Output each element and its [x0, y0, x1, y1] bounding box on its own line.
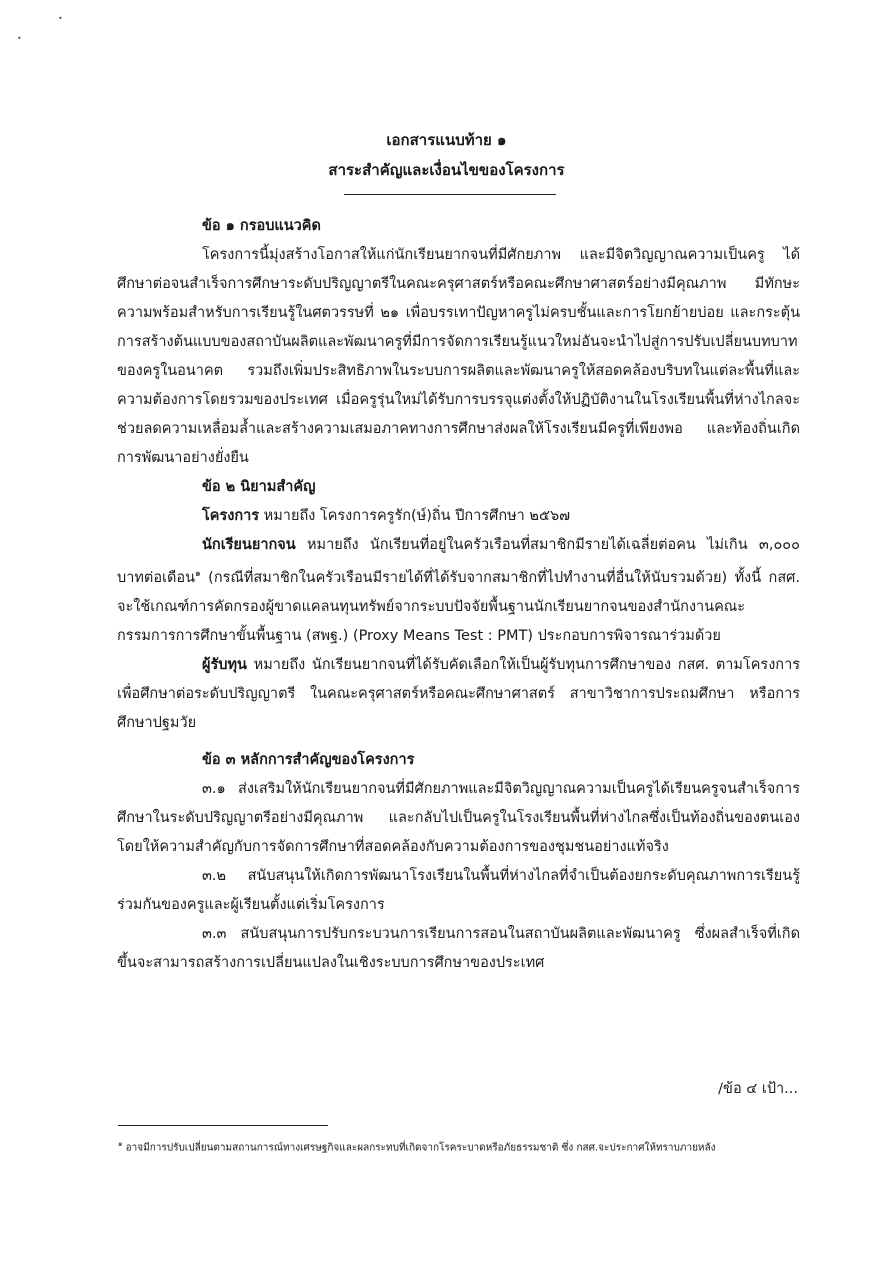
footnote-text: อาจมีการปรับเปลี่ยนตามสถานการณ์ทางเศรษฐกิจและผลกระทบที่เกิดจากโรคระบาดหรือภัยธรรมชาติ ซึ่ง กสศ.จะประกาศให้ทราบภายหลัง: [122, 1142, 716, 1154]
principle-3-2: ๓.๒ สนับสนุนให้เกิดการพัฒนาโรงเรียนในพื้นที่ห่างไกลที่จำเป็นต้องยกระดับคุณภาพการเรียนรู้ร่วมกันของครูและผู้เรียนตั้งแต่เริ่มโครงการ: [117, 867, 800, 913]
section-1-heading: ข้อ ๑ กรอบแนวคิด: [202, 218, 321, 234]
definition-project: [117, 502, 800, 531]
document-body: [117, 212, 800, 978]
scan-speck: •: [58, 14, 63, 23]
term-project: โครงการ: [202, 508, 260, 524]
principle-3-1: ๓.๑ ส่งเสริมให้นักเรียนยากจนที่มีศักยภาพและมีจิตวิญญาณความเป็นครูได้เรียนครูจนสำเร็จการศึกษาในระดับปริญญาตรีอย่างมีคุณภาพ และกลับไปเป็นครูในโรงเรียนพื้นที่ห่างไกลซึ่งเป็นท้องถิ่นของตนเองโดยให้ความสำคัญกับการจัดการศึกษาที่สอดคล้องกับความต้องการของชุมชนอย่างแท้จริง: [117, 780, 800, 855]
term-scholar: ผู้รับทุน: [202, 656, 247, 673]
footnote-divider: [118, 1125, 328, 1126]
principle-3-3: ๓.๓ สนับสนุนการปรับกระบวนการเรียนการสอนในสถาบันผลิตและพัฒนาครู ซึ่งผลสำเร็จที่เกิดขึ้นจะสามารถสร้างการเปลี่ยนแปลงในเชิงระบบการศึกษาของประเทศ: [117, 925, 800, 971]
scan-speck: •: [17, 34, 22, 43]
section-3-heading: ข้อ ๓ หลักการสำคัญของโครงการ: [202, 751, 415, 768]
definition-project-text: หมายถึง โครงการครูรัก(ษ์)ถิ่น ปีการศึกษา ๒๕๖๗: [259, 508, 571, 524]
definition-scholar: [117, 651, 800, 738]
footnote-number: ๑: [118, 1140, 123, 1148]
definition-poor-student: [117, 531, 800, 651]
term-poor-student: นักเรียนยากจน: [202, 537, 296, 553]
definition-poor-student-rest: (กรณีที่สมาชิกในครัวเรือนมีรายได้ที่ได้รับจากสมาชิกที่ไปทำงานที่อื่นให้นับรวมด้วย) ทั้งนี้ กสศ. จะใช้เกณฑ์การคัดกรองผู้ขาดแคลนทุนทรัพย์จากระบบปัจจัยพื้นฐานนักเรียนยากจนของสำนักงานคณะกรรมการการศึกษาขั้นพื้นฐาน (สพฐ.) (Proxy Means Test : PMT) ประกอบการพิจารณาร่วมด้วย: [117, 569, 800, 644]
document-subtitle: สาระสำคัญและเงื่อนไขของโครงการ: [328, 161, 565, 179]
section-1-paragraph: โครงการนี้มุ่งสร้างโอกาสให้แก่นักเรียนยากจนที่มีศักยภาพ และมีจิตวิญญาณความเป็นครู ได้ศึกษาต่อจนสำเร็จการศึกษาระดับปริญญาตรีในคณะครุศาสตร์หรือคณะศึกษาศาสตร์อย่างมีคุณภาพ มีทักษะความพร้อมสำหรับการเรียนรู้ในศตวรรษที่ ๒๑ เพื่อบรรเทาปัญหาครูไม่ครบชั้นและการโยกย้ายบ่อย และกระตุ้นการสร้างต้นแบบของสถาบันผลิตและพัฒนาครูที่มีการจัดการเรียนรู้แนวใหม่อันจะนำไปสู่การปรับเปลี่ยนบทบาทของครูในอนาคต รวมถึงเพิ่มประสิทธิภาพในระบบการผลิตและพัฒนาครูให้สอดคล้องบริบทในแต่ละพื้นที่และความต้องการโดยรวมของประเทศ เมื่อครูรุ่นใหม่ได้รับการบรรจุแต่งตั้งให้ปฏิบัติงานในโรงเรียนพื้นที่ห่างไกลจะช่วยลดความเหลื่อมล้ำและสร้างความเสมอภาคทางการศึกษาส่งผลให้โรงเรียนมีครูที่เพียงพอ และท้องถิ่นเกิดการพัฒนาอย่างยั่งยืน: [117, 247, 800, 466]
continuation-marker: /ข้อ ๔ เป้า...: [718, 1081, 798, 1097]
document-title: เอกสารแนบท้าย ๑: [386, 131, 507, 149]
title-underline: [344, 194, 556, 195]
definition-scholar-text: หมายถึง นักเรียนยากจนที่ได้รับคัดเลือกให้เป็นผู้รับทุนการศึกษาของ กสศ. ตามโครงการเพื่อศึกษาต่อระดับปริญญาตรี ในคณะครุศาสตร์หรือคณะศึกษาศาสตร์ สาขาวิชาการประถมศึกษา หรือการศึกษาปฐมวัย: [117, 656, 800, 731]
footnote: [118, 1137, 798, 1155]
section-2-heading: ข้อ ๒ นิยามสำคัญ: [202, 479, 316, 495]
definition-poor-student-text: หมายถึง นักเรียนที่อยู่ในครัวเรือนที่สมาชิกมีรายได้เฉลี่ยต่อคน ไม่เกิน ๓,๐๐๐ บาทต่อเดือน: [117, 537, 800, 586]
footnote-ref: ๑: [195, 569, 201, 579]
